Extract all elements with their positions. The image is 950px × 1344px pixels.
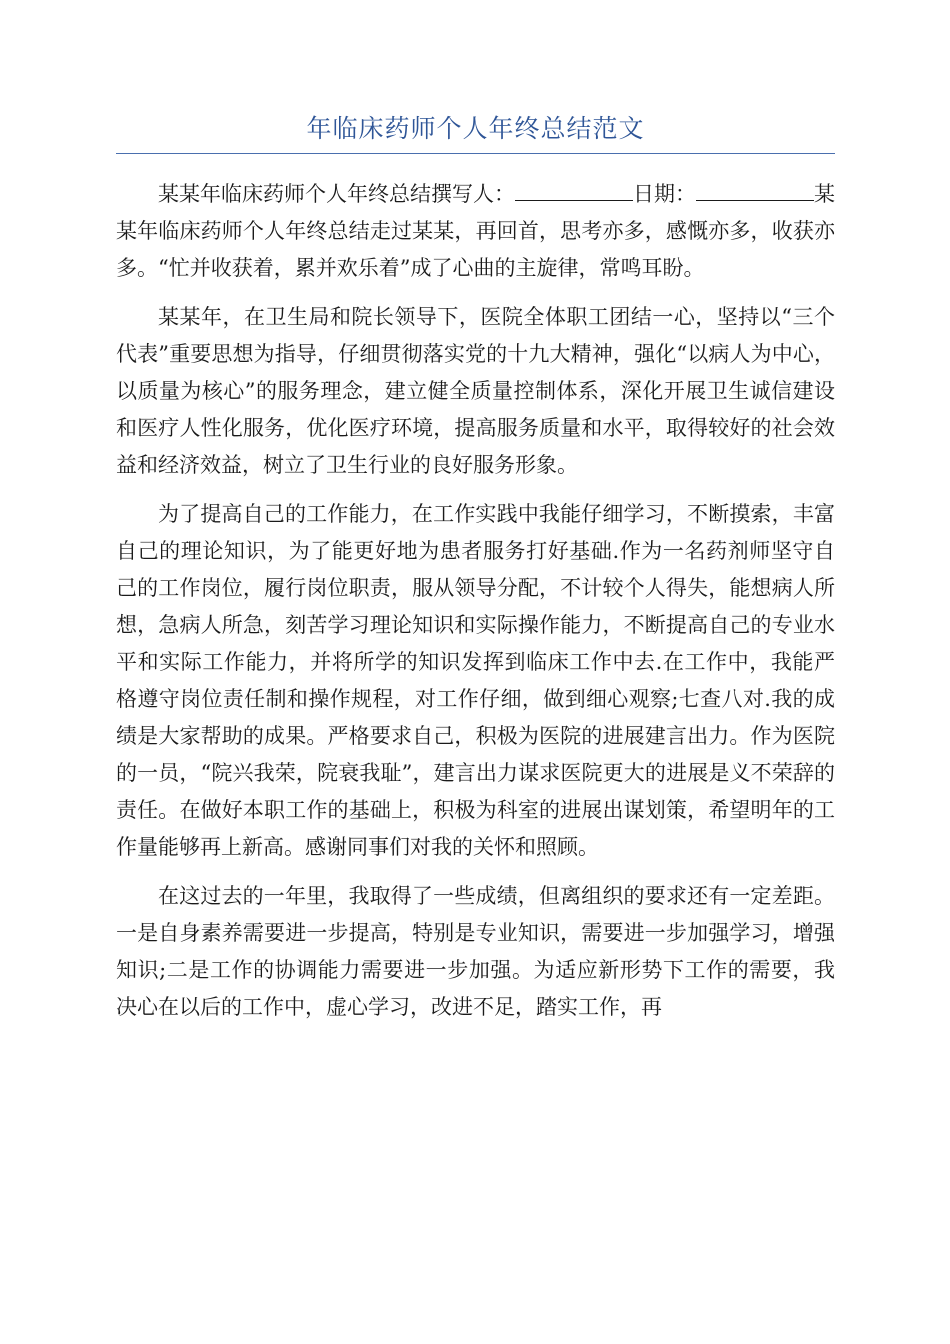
- paragraph-2: 某某年，在卫生局和院长领导下，医院全体职工团结一心，坚持以“三个代表”重要思想为指导，仔细贯彻落实党的十九大精神，强化“以病人为中心，以质量为核心”的服务理念，建立健全质量控制体系，深化开展卫生诚信建设和医疗人性化服务，优化医疗环境，提高服务质量和水平，取得较好的社会效益和经济效益，树立了卫生行业的良好服务形象。: [116, 305, 835, 477]
- date-blank: [696, 178, 814, 201]
- document-body: [116, 176, 835, 1038]
- paragraph-intro: [116, 176, 835, 287]
- title-underline: [116, 153, 835, 154]
- document-title: 年临床药师个人年终总结范文: [306, 114, 645, 143]
- author-label: 某某年临床药师个人年终总结撰写人：: [158, 182, 515, 206]
- date-label: 日期：: [633, 182, 696, 206]
- author-blank: [515, 178, 633, 201]
- intro-text: 某某年临床药师个人年终总结走过某某，再回首，思考亦多，感慨亦多，收获亦多。“忙并收获着，累并欢乐着”成了心曲的主旋律，常鸣耳盼。: [116, 182, 835, 280]
- paragraph-3: 为了提高自己的工作能力，在工作实践中我能仔细学习，不断摸索，丰富自己的理论知识，为了能更好地为患者服务打好基础.作为一名药剂师坚守自己的工作岗位，履行岗位职责，服从领导分配，不计较个人得失，能想病人所想，急病人所急，刻苦学习理论知识和实际操作能力，不断提高自己的专业水平和实际工作能力，并将所学的知识发挥到临床工作中去.在工作中，我能严格遵守岗位责任制和操作规程，对工作仔细，做到细心观察;七查八对.我的成绩是大家帮助的成果。严格要求自己，积极为医院的进展建言出力。作为医院的一员，“院兴我荣，院衰我耻”，建言出力谋求医院更大的进展是义不荣辞的责任。在做好本职工作的基础上，积极为科室的进展出谋划策，希望明年的工作量能够再上新高。感谢同事们对我的关怀和照顾。: [116, 502, 835, 859]
- paragraph-4: 在这过去的一年里，我取得了一些成绩，但离组织的要求还有一定差距。一是自身素养需要进一步提高，特别是专业知识，需要进一步加强学习，增强知识;二是工作的协调能力需要进一步加强。为适应新形势下工作的需要，我决心在以后的工作中，虚心学习，改进不足，踏实工作，再: [116, 884, 835, 1019]
